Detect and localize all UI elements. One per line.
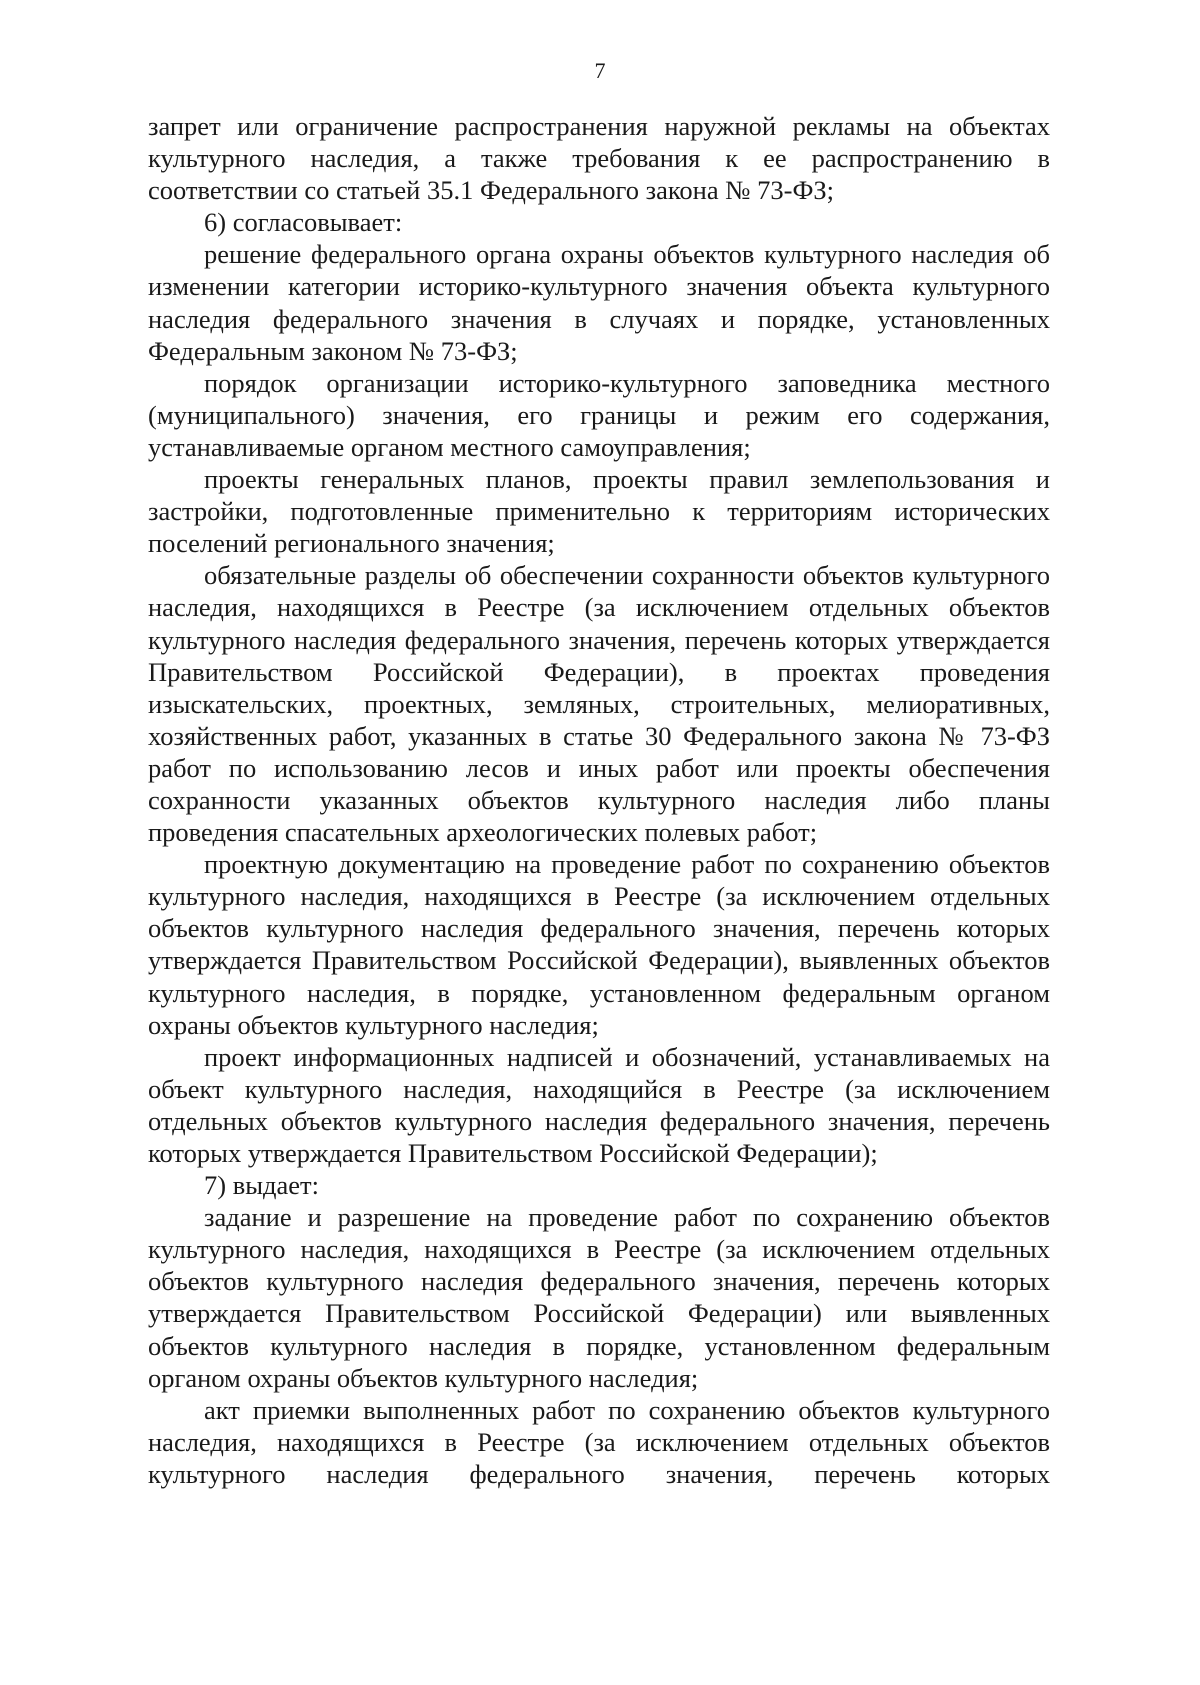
paragraph-project-documentation: проектную документацию на проведение работ по сохранению объектов культурного наследия, находящихся в Реестре (за исключением отдельных объектов культурного наследия федерального значения, перечень которых утверждается Правительством Российской Федерации), выявленных объектов культурного наследия, в порядке, установленном федеральным органом охраны объектов культурного наследия; (148, 849, 1050, 1040)
paragraph-reserve-organization: порядок организации историко-культурного заповедника местного (муниципального) значения, его границы и режим его содержания, устанавливаемые органом местного самоуправления; (148, 367, 1050, 462)
paragraph-advertising-restriction: запрет или ограничение распространения наружной рекламы на объектах культурного наследия, а также требования к ее распространению в соответствии со статьей 35.1 Федерального закона № 73-ФЗ; (148, 111, 1050, 206)
paragraph-category-change-decision: решение федерального органа охраны объектов культурного наследия об изменении категории историко-культурного значения объекта культурного наследия федерального значения в случаях и порядке, установленных Федеральным законом № 73-ФЗ; (148, 239, 1050, 366)
paragraph-acceptance-act: акт приемки выполненных работ по сохранению объектов культурного наследия, находящихся в Реестре (за исключением отдельных объектов культурного наследия федерального значения, перечень которых (148, 1394, 1050, 1489)
paragraph-task-and-permit: задание и разрешение на проведение работ по сохранению объектов культурного наследия, находящихся в Реестре (за исключением отдельных объектов культурного наследия федерального значения, перечень которых утверждается Правительством Российской Федерации) или выявленных объектов культурного наследия в порядке, установленном федеральным органом охраны объектов культурного наследия; (148, 1202, 1050, 1393)
page-number: 7 (594, 58, 606, 83)
document-body (148, 110, 1050, 1490)
paragraph-mandatory-sections: обязательные разделы об обеспечении сохранности объектов культурного наследия, находящихся в Реестре (за исключением отдельных объектов культурного наследия федерального значения, перечень которых утверждается Правительством Российской Федерации), в проектах проведения изыскательских, проектных, земляных, строительных, мелиоративных, хозяйственных работ, указанных в статье 30 Федерального закона № 73-ФЗ работ по использованию лесов и иных работ или проекты обеспечения сохранности указанных объектов культурного наследия либо планы проведения спасательных археологических полевых работ; (148, 560, 1050, 848)
paragraph-information-inscriptions: проект информационных надписей и обозначений, устанавливаемых на объект культурного наследия, находящийся в Реестре (за исключением отдельных объектов культурного наследия федерального значения, перечень которых утверждается Правительством Российской Федерации); (148, 1041, 1050, 1168)
paragraph-item-6-heading: 6) согласовывает: (204, 207, 403, 238)
paragraph-general-plans: проекты генеральных планов, проекты правил землепользования и застройки, подготовленные применительно к территориям исторических поселений регионального значения; (148, 464, 1050, 559)
paragraph-item-7-heading: 7) выдает: (204, 1170, 319, 1201)
